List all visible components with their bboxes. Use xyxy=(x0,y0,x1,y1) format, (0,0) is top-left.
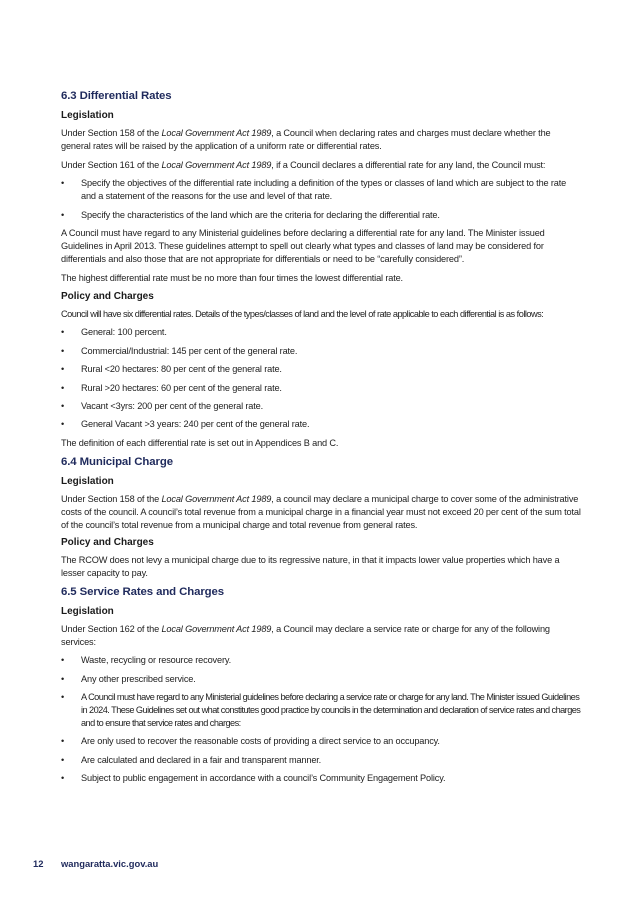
section-heading: 6.3 Differential Rates xyxy=(61,90,172,102)
legislation-subheading: Legislation xyxy=(61,605,114,617)
list-item: • A Council must have regard to any Ministerial guidelines before declaring a service rate or charge for any land. The Minister issued Guidelines in 2024. These Guidelines set out what constitutes good practice by councils in the determination and declaration of service rates and charges and to ensure that service rates and charges: xyxy=(61,691,581,729)
paragraph: Under Section 162 of the Local Government Act 1989, a Council may declare a service rate or charge for any of the following services: xyxy=(61,623,550,647)
section-6-4 xyxy=(61,456,581,580)
list-item: • Rural <20 hectares: 80 per cent of the general rate. xyxy=(61,363,581,376)
act-title: Local Government Act 1989 xyxy=(161,623,272,634)
legislation-subheading: Legislation xyxy=(61,110,114,121)
act-title: Local Government Act 1989 xyxy=(161,159,272,170)
list-item: • Vacant <3yrs: 200 per cent of the general rate. xyxy=(61,400,581,413)
bullet-list xyxy=(61,326,581,431)
list-item: • Specify the characteristics of the land which are the criteria for declaring the differential rate. xyxy=(61,209,581,222)
section-6-5 xyxy=(61,586,581,785)
list-item: • Subject to public engagement in accordance with a council’s Community Engagement Policy. xyxy=(61,772,581,785)
paragraph: Under Section 158 of the Local Government Act 1989, a Council when declaring rates and charges must declare whether the general rates will be raised by the application of a uniform rate or differential rates. xyxy=(61,128,551,151)
page-number: 12 xyxy=(33,858,44,869)
list-item: • Any other prescribed service. xyxy=(61,673,581,686)
document-body xyxy=(61,84,581,791)
paragraph: Council will have six differential rates. Details of the types/classes of land and the level of rate applicable to each differential is as follows: xyxy=(61,308,544,319)
paragraph: A Council must have regard to any Ministerial guidelines before declaring a differential rate for any land. The Minister issued Guidelines in April 2013. These guidelines attempt to spell out clearly what types and classes of land may be considered for differentials and also those that are not appropriate for differentials or need to be “carefully considered”. xyxy=(61,228,545,264)
list-item: • Are only used to recover the reasonable costs of providing a direct service to an occupancy. xyxy=(61,735,581,748)
section-6-3 xyxy=(61,90,581,450)
bullet-list xyxy=(61,654,581,784)
list-item: • Are calculated and declared in a fair and transparent manner. xyxy=(61,754,581,767)
list-item: • General: 100 percent. xyxy=(61,326,581,339)
list-item: • Rural >20 hectares: 60 per cent of the general rate. xyxy=(61,382,581,395)
paragraph: The RCOW does not levy a municipal charge due to its regressive nature, in that it impacts lower value properties which have a lesser capacity to pay. xyxy=(61,555,560,579)
paragraph: The highest differential rate must be no more than four times the lowest differential rate. xyxy=(61,272,403,283)
section-heading: 6.4 Municipal Charge xyxy=(61,455,173,468)
website-link[interactable]: wangaratta.vic.gov.au xyxy=(61,858,159,869)
list-item: • General Vacant >3 years: 240 per cent of the general rate. xyxy=(61,418,581,431)
paragraph: Under Section 161 of the Local Government Act 1989, if a Council declares a differential rate for any land, the Council must: xyxy=(61,159,546,170)
bullet-list xyxy=(61,177,581,221)
section-heading: 6.5 Service Rates and Charges xyxy=(61,585,224,598)
list-item: • Commercial/Industrial: 145 per cent of the general rate. xyxy=(61,345,581,358)
list-item: • Waste, recycling or resource recovery. xyxy=(61,654,581,667)
legislation-subheading: Legislation xyxy=(61,475,114,487)
paragraph: The definition of each differential rate is set out in Appendices B and C. xyxy=(61,438,339,449)
page-footer xyxy=(33,858,158,869)
list-item: • Specify the objectives of the differential rate including a definition of the types or classes of land which are subject to the rate and a statement of the reasons for the use and level of that rate. xyxy=(61,177,581,203)
act-title: Local Government Act 1989 xyxy=(161,128,272,138)
policy-subheading: Policy and Charges xyxy=(61,537,154,549)
policy-subheading: Policy and Charges xyxy=(61,290,154,302)
act-title: Local Government Act 1989 xyxy=(161,493,272,504)
paragraph: Under Section 158 of the Local Government Act 1989, a council may declare a municipal charge to cover some of the administrative costs of the council. A council’s total revenue from a municipal charge in a financial year must not exceed 20 per cent of the sum total of the council’s total revenue from a municipal charge and total revenue from general rates. xyxy=(61,493,581,530)
